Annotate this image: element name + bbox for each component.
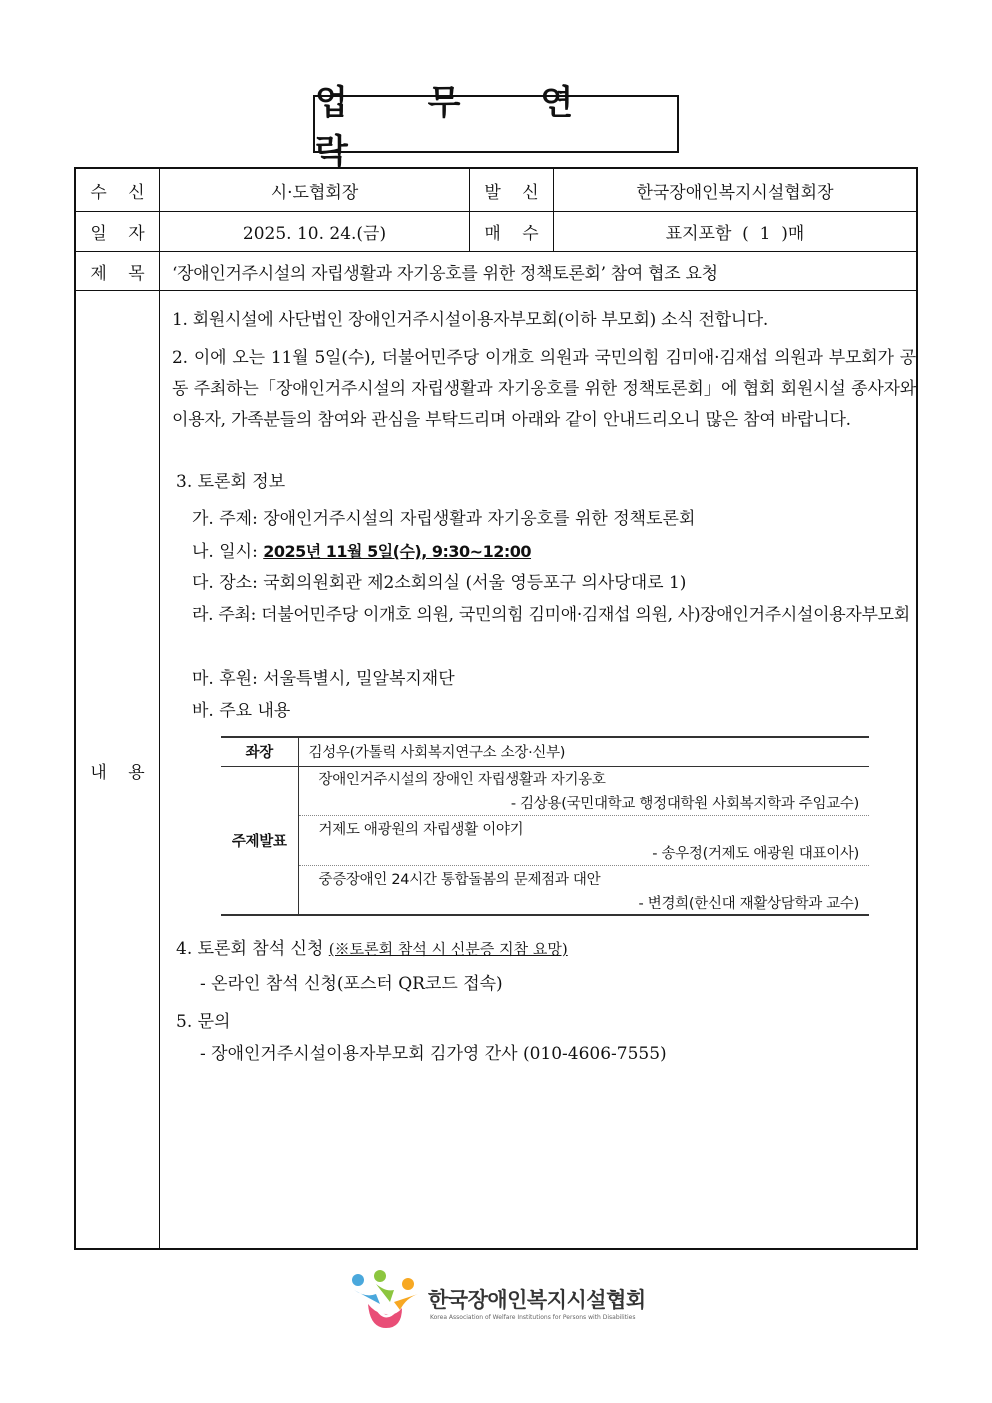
document-title: 업 무 연 락 xyxy=(313,95,679,153)
logo-english-name: Korea Association of Welfare Institutions for Persons with Disabilities xyxy=(430,1314,636,1321)
organization-logo xyxy=(350,1270,650,1332)
talk-topic: 장애인거주시설의 장애인 자립생활과 자기옹호 xyxy=(298,766,869,791)
agenda-talk-row xyxy=(221,766,869,791)
recipient-value: 시·도협회장 xyxy=(160,169,470,211)
sender-value: 한국장애인복지시설협회장 xyxy=(636,182,834,203)
paragraph-5-sub: - 장애인거주시설이용자부모회 김가영 간사 (010-4606-7555) xyxy=(200,1044,667,1064)
paragraph-2: 2. 이에 오는 11월 5일(수), 더불어민주당 이개호 의원과 국민의힘 김미애·김재섭 의원과 부모회가 공동 주최하는「장애인거주시설의 자립생활과 자기옹호를 위한 정책토론회」에 협회 회원시설 종사자와 이용자, 가족분들의 참여와 관심을 부탁드리며 아래와 같이 안내드리오니 많은 참여 바랍니다. xyxy=(172,348,916,430)
talk-speaker: - 변경희(한신대 재활상담학과 교수) xyxy=(298,891,869,915)
item-sponsor: 마. 후원: 서울특별시, 밀알복지재단 xyxy=(192,669,455,689)
agenda-chair-row xyxy=(221,737,869,766)
agenda-speaker-row xyxy=(221,791,869,815)
paragraph-4-text: 4. 토론회 참석 신청 xyxy=(176,939,329,959)
recipient-row xyxy=(76,169,916,212)
agenda-speaker-row xyxy=(221,891,869,915)
item-datetime xyxy=(192,536,531,568)
agenda-talk-row xyxy=(221,865,869,891)
paragraph-4 xyxy=(176,934,568,965)
paragraph-4-note: (※토론회 참석 시 신분증 지참 요망) xyxy=(328,940,568,958)
agenda-table xyxy=(221,736,869,916)
agenda-talk-row xyxy=(221,815,869,841)
date-label: 일 자 xyxy=(76,212,160,251)
recipient-label: 수 신 xyxy=(76,169,160,211)
paragraph-4-sub: - 온라인 참석 신청(포스터 QR코드 접속) xyxy=(200,974,503,994)
pages-value: 표지포함 ( 1 )매 xyxy=(665,224,805,244)
subject-value: ‘장애인거주시설의 자립생활과 자기옹호를 위한 정책토론회’ 참여 협조 요청 xyxy=(172,263,718,284)
item-datetime-value: 2025년 11월 5일(수), 9:30~12:00 xyxy=(263,542,532,561)
pages-label: 매 수 xyxy=(470,212,554,251)
logo-name: 한국장애인복지시설협회 xyxy=(428,1288,646,1312)
item-main-content: 바. 주요 내용 xyxy=(192,701,291,721)
logo-mark-icon xyxy=(350,1270,422,1332)
date-row xyxy=(76,212,916,252)
item-datetime-label: 나. 일시: xyxy=(192,542,264,562)
sender-label: 발 신 xyxy=(470,169,554,211)
paragraph-3: 3. 토론회 정보 xyxy=(176,472,286,492)
agenda-speaker-row xyxy=(221,841,869,865)
chair-value: 김성우(가톨릭 사회복지연구소 소장·신부) xyxy=(298,737,869,766)
talk-speaker: - 송우정(거제도 애광원 대표이사) xyxy=(652,846,859,863)
date-value: 2025. 10. 24.(금) xyxy=(160,212,470,251)
subject-row xyxy=(76,252,916,291)
talk-speaker: - 김상용(국민대학교 행정대학원 사회복지학과 주임교수) xyxy=(510,796,859,813)
talk-topic: 중증장애인 24시간 통합돌봄의 문제점과 대안 xyxy=(298,865,869,891)
talk-topic: 거제도 애광원의 자립생활 이야기 xyxy=(298,815,869,841)
item-topic: 가. 주제: 장애인거주시설의 자립생활과 자기옹호를 위한 정책토론회 xyxy=(192,509,696,529)
paragraph-1: 1. 회원시설에 사단법인 장애인거주시설이용자부모회(이하 부모회) 소식 전합니다. xyxy=(172,310,769,330)
chair-label: 좌장 xyxy=(221,737,298,766)
item-host: 라. 주최: 더불어민주당 이개호 의원, 국민의힘 김미애·김재섭 의원, 사)장애인거주시설이용자부모회 xyxy=(192,605,910,625)
subject-label: 제 목 xyxy=(76,252,160,290)
paragraph-5: 5. 문의 xyxy=(176,1012,231,1032)
document-form xyxy=(74,167,918,1250)
presentation-label: 주제발표 xyxy=(221,766,298,915)
content-label: 내 용 xyxy=(76,291,160,1250)
item-venue: 다. 장소: 국회의원회관 제2소회의실 (서울 영등포구 의사당대로 1) xyxy=(192,573,687,593)
